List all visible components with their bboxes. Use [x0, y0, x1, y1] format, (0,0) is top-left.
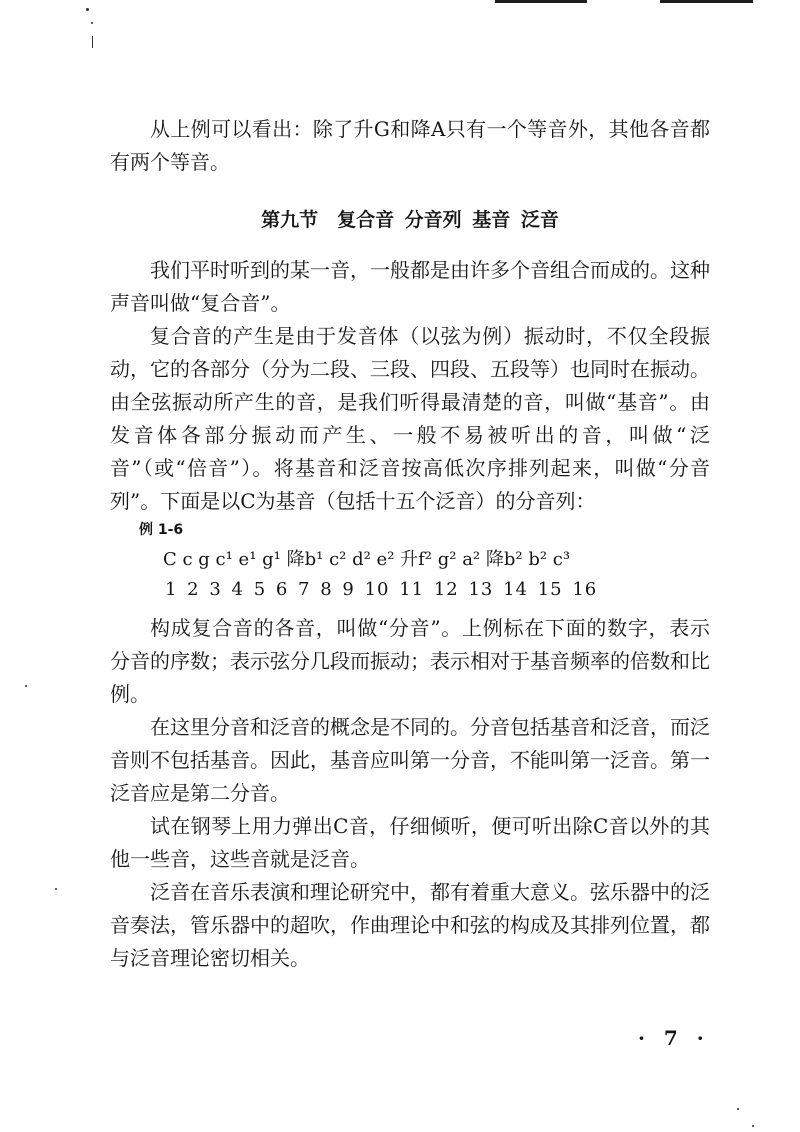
paragraph-fundamental-overtone: 复合音的产生是由于发音体（以弦为例）振动时，不仅全段振动，它的各部分（分为二段、三段、四段、五段等）也同时在振动。由全弦振动所产生的音，是我们听得最清楚的音，叫做“基音”。由发音体各部分振动而产生、一般不易被听出的音，叫做“泛音”（或“倍音”）。将基音和泛音按高低次序排列起来，叫做“分音列”。下面是以C为基音（包括十五个泛音）的分音列：: [110, 324, 710, 513]
scan-speck: [86, 8, 89, 11]
paragraph-piano-experiment: 试在钢琴上用力弹出C音，仔细倾听，便可听出除C音以外的其他一些音，这些音就是泛音。: [110, 814, 710, 871]
scan-speck: [55, 888, 57, 890]
top-border-line: [495, 0, 587, 3]
harmonic-series-numbers: 1 2 3 4 5 6 7 8 9 10 11 12 13 14 15 16: [165, 579, 598, 600]
scan-speck: [752, 1125, 754, 1127]
page-number: · 7 ·: [638, 1026, 710, 1050]
scan-speck: [91, 22, 93, 24]
paragraph-overtone-significance: 泛音在音乐表演和理论研究中，都有着重大意义。弦乐器中的泛音奏法，管乐器中的超吹，作曲理论中和弦的构成及其排列位置，都与泛音理论密切相关。: [110, 880, 710, 970]
paragraph-complex-tone-intro: 我们平时听到的某一音，一般都是由许多个音组合而成的。这种声音叫做“复合音”。: [110, 258, 710, 315]
section-heading: 第九节 复合音 分音列 基音 泛音: [261, 209, 559, 231]
harmonic-series-notes: C c g c¹ e¹ g¹ 降b¹ c² d² e² 升f² g² a² 降b² b² c³: [163, 549, 571, 570]
paragraph-enharmonic-summary: 从上例可以看出：除了升G和降A只有一个等音外，其他各音都有两个等音。: [110, 117, 710, 174]
scan-speck: [92, 36, 93, 48]
paragraph-partial-vs-overtone: 在这里分音和泛音的概念是不同的。分音包括基音和泛音，而泛音则不包括基音。因此，基音应叫第一分音，不能叫第一泛音。第一泛音应是第二分音。: [110, 715, 710, 805]
paragraph-partials-definition: 构成复合音的各音，叫做“分音”。上例标在下面的数字，表示分音的序数；表示弦分几段而振动；表示相对于基音频率的倍数和比例。: [110, 616, 710, 706]
top-border-line: [660, 0, 753, 3]
scan-speck: [25, 685, 27, 687]
scan-speck: [737, 1108, 739, 1110]
example-label: 例 1-6: [139, 522, 184, 538]
